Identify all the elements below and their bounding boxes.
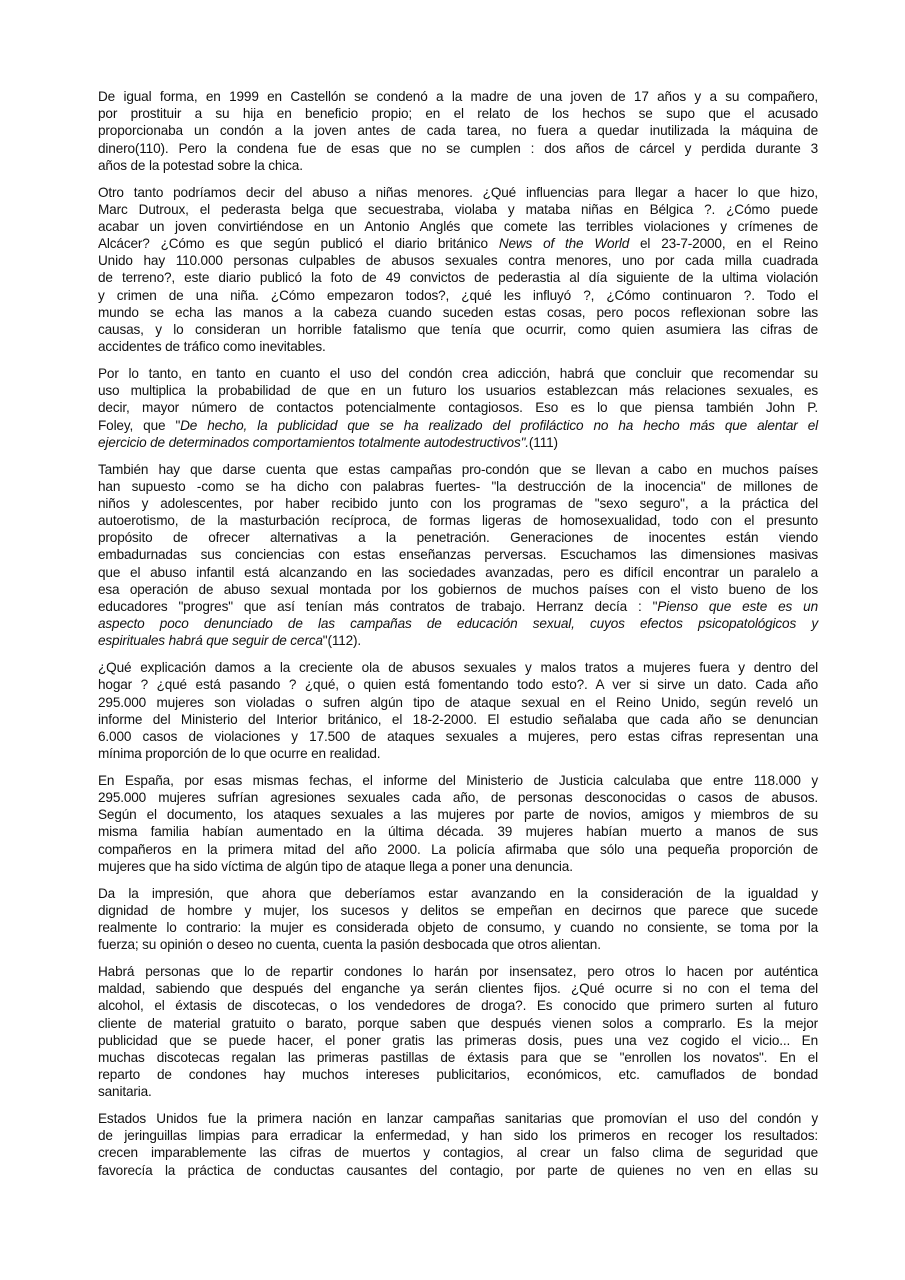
paragraph xyxy=(98,885,818,954)
text-segment: Estados Unidos fue la primera nación en lanzar campañas sanitarias que promovían el uso del condón y xyxy=(98,1111,818,1127)
paragraph xyxy=(98,1110,818,1179)
text-line xyxy=(98,789,818,806)
document-page xyxy=(98,88,818,1188)
text-line xyxy=(98,269,818,286)
text-segment: autoerotismo, de la masturbación recíproca, de formas ligeras de homosexualidad, todo con el presunto xyxy=(98,513,818,529)
text-segment: mundo se echa las manos a la cabeza cuando suceden estas cosas, pero pocos reflexionan sobre las xyxy=(98,304,818,320)
text-line xyxy=(98,184,818,201)
text-segment: misma familia habían aumentado en la última década. 39 mujeres habían muerto a manos de sus xyxy=(98,824,818,840)
paragraph xyxy=(98,659,818,762)
text-line xyxy=(98,495,818,512)
text-line xyxy=(98,122,818,139)
text-segment: Da la impresión, que ahora que deberíamos estar avanzando en la consideración de la igualdad y xyxy=(98,885,818,901)
paragraph xyxy=(98,963,818,1101)
text-line xyxy=(98,963,818,980)
text-line xyxy=(98,157,818,174)
text-segment: Foley, que " xyxy=(98,417,181,433)
text-segment: reparto de condones hay muchos intereses publicitarios, económicos, etc. camuflados de bondad xyxy=(98,1067,818,1083)
text-segment: Marc Dutroux, el pederasta belga que secuestraba, violaba y mataba niñas en Bélgica ?. ¿Cómo puede xyxy=(98,201,818,217)
italic-quote: ejercicio de determinados comportamientos totalmente autodestructivos". xyxy=(98,434,529,450)
text-segment: que el abuso infantil está alcanzando en las sociedades avanzadas, pero es difícil encontrar un paralelo a xyxy=(98,564,818,580)
text-segment: También hay que darse cuenta que estas campañas pro-condón que se llevan a cabo en muchos países xyxy=(98,461,818,477)
text-line xyxy=(98,581,818,598)
text-line xyxy=(98,858,818,875)
text-segment: Habrá personas que lo de repartir condones lo harán por insensatez, pero otros lo hacen por auténtica xyxy=(98,963,818,979)
text-segment: alcohol, el éxtasis de discotecas, o los vendedores de droga?. Es conocido que primero surten al futuro xyxy=(98,998,818,1014)
text-segment: decir, mayor número de contactos potencialmente contagiosos. Eso es lo que piensa también John P. xyxy=(98,400,818,416)
text-segment: 295.000 mujeres sufrían agresiones sexuales cada año, de personas desconocidas o casos de abusos. xyxy=(98,790,818,806)
text-segment: accidentes de tráfico como inevitables. xyxy=(98,339,326,355)
text-segment: Unido hay 110.000 personas culpables de abusos sexuales contra menores, uno por cada milla cuadrada xyxy=(98,253,818,269)
text-line xyxy=(98,711,818,728)
italic-quote: espirituales habrá que seguir de cerca xyxy=(98,633,323,649)
text-segment: embadurnadas sus conciencias con estas enseñanzas perversas. Escuchamos las dimensiones masivas xyxy=(98,547,818,563)
text-segment: hogar ? ¿qué está pasando ? ¿qué, o quien está fomentando todo esto?. A ver si sirve un dato. Cada año xyxy=(98,677,818,693)
text-line xyxy=(98,529,818,546)
italic-quote: aspecto poco denunciado de las campañas de educación sexual, cuyos efectos psicopatológicos y xyxy=(98,616,818,632)
text-segment: Según el documento, los ataques sexuales a las mujeres por parte de novios, amigos y miembros de su xyxy=(98,807,818,823)
text-segment: uso multiplica la probabilidad de que en un futuro los usuarios establezcan más relaciones sexuales, es xyxy=(98,383,818,399)
text-segment: Otro tanto podríamos decir del abuso a niñas menores. ¿Qué influencias para llegar a hacer lo que hizo, xyxy=(98,184,818,200)
text-line xyxy=(98,745,818,762)
text-line xyxy=(98,902,818,919)
text-segment: maldad, sabiendo que después del enganche ya serán clientes fijos. ¿Qué ocurre si no con el tema del xyxy=(98,981,818,997)
paragraph xyxy=(98,772,818,875)
text-line xyxy=(98,478,818,495)
text-segment: causas, y lo consideran un horrible fatalismo que tenía que ocurrir, como quien asumiera las cifras de xyxy=(98,322,818,338)
text-segment: niños y adolescentes, por haber recibido junto con los programas de "sexo seguro", a la práctica del xyxy=(98,495,818,511)
text-segment: fuerza; su opinión o deseo no cuenta, cuenta la pasión desbocada que otros alientan. xyxy=(98,937,601,953)
text-segment: compañeros en la primera mitad del año 2000. La policía afirmaba que sólo una pequeña proporción de xyxy=(98,841,818,857)
text-line xyxy=(98,1110,818,1127)
text-line xyxy=(98,885,818,902)
text-line xyxy=(98,694,818,711)
text-segment: realmente lo contrario: la mujer es considerada objeto de consumo, y cuando no consiente, se toma por la xyxy=(98,920,818,935)
text-line xyxy=(98,434,818,451)
paragraph xyxy=(98,461,818,650)
text-line xyxy=(98,399,818,416)
text-line xyxy=(98,546,818,563)
text-line xyxy=(98,919,818,936)
text-segment: crecen imparablemente las cifras de muertos y contagios, al crear un falso clima de seguridad que xyxy=(98,1145,818,1161)
text-line xyxy=(98,252,818,269)
italic-quote: Pienso que este es un xyxy=(657,599,818,615)
text-segment: dinero(110). Pero la condena fue de esas que no se cumplen : dos años de cárcel y perdida durante 3 xyxy=(98,140,818,156)
text-line xyxy=(98,1127,818,1144)
text-line xyxy=(98,1083,818,1100)
text-line xyxy=(98,1144,818,1161)
text-segment: dignidad de hombre y mujer, los sucesos y delitos se empeñan en decirnos que parece que sucede xyxy=(98,902,818,918)
paragraph xyxy=(98,88,818,174)
text-line xyxy=(98,564,818,581)
text-segment: sanitaria. xyxy=(98,1084,152,1100)
text-segment: han supuesto -como se ha dicho con palabras fuertes- "la destrucción de la inocencia" de millones de xyxy=(98,478,818,494)
text-line xyxy=(98,461,818,478)
text-line xyxy=(98,936,818,953)
text-line xyxy=(98,1049,818,1066)
text-line xyxy=(98,823,818,840)
text-line xyxy=(98,304,818,321)
text-line xyxy=(98,632,818,649)
text-segment: Alcácer? ¿Cómo es que según publicó el diario británico xyxy=(98,236,499,252)
text-segment: muchas discotecas regalan las primeras pastillas de éxtasis para que se "enrollen los novatos". En el xyxy=(98,1049,818,1065)
text-segment: 6.000 casos de violaciones y 17.500 de ataques sexuales a mujeres, pero estas cifras representan una xyxy=(98,728,818,744)
text-line xyxy=(98,321,818,338)
text-segment: informe del Ministerio del Interior británico, el 18-2-2000. El estudio señalaba que cada año se denuncian xyxy=(98,711,818,727)
text-segment: por prostituir a su hija en beneficio propio; en el relato de los hechos se supo que el acusado xyxy=(98,106,818,122)
italic-quote: News of the World xyxy=(498,236,630,252)
text-line xyxy=(98,287,818,304)
text-line xyxy=(98,235,818,252)
text-segment: favorecía la práctica de conductas causantes del contagio, por parte de quienes no ven en ellas su xyxy=(98,1162,818,1178)
text-line xyxy=(98,997,818,1014)
text-segment: "(112). xyxy=(322,633,362,649)
text-segment: el 23-7-2000, en el Reino xyxy=(629,236,818,252)
text-line xyxy=(98,338,818,355)
text-line xyxy=(98,417,818,434)
text-segment: esa operación de abuso sexual montada por los gobiernos de muchos países con el visto bueno de los xyxy=(98,581,818,597)
text-segment: proporcionaba un condón a la joven antes de cada tarea, no fuera a quedar inutilizada la máquina de xyxy=(98,123,818,139)
text-line xyxy=(98,218,818,235)
text-line xyxy=(98,1015,818,1032)
text-line xyxy=(98,806,818,823)
text-line xyxy=(98,365,818,382)
text-line xyxy=(98,1066,818,1083)
text-segment: 295.000 mujeres son violadas o sufren algún tipo de ataque sexual en el Reino Unido, según reveló un xyxy=(98,694,818,710)
text-line xyxy=(98,598,818,615)
italic-quote: De hecho, la publicidad que se ha realizado del profiláctico no ha hecho más que alentar el xyxy=(180,417,818,433)
text-segment: mujeres que ha sido víctima de algún tipo de ataque llega a poner una denuncia. xyxy=(98,858,573,874)
text-segment: En España, por esas mismas fechas, el informe del Ministerio de Justicia calculaba que entre 118.000 y xyxy=(98,772,818,788)
text-segment: y crimen de una niña. ¿Cómo empezaron todos?, ¿qué les influyó ?, ¿Cómo continuaron ?. Todo el xyxy=(98,287,818,303)
text-segment: años de la potestad sobre la chica. xyxy=(98,157,303,173)
text-line xyxy=(98,140,818,157)
text-segment: educadores "progres" que así tenían más contratos de trabajo. Herranz decía : " xyxy=(98,599,658,615)
text-line xyxy=(98,105,818,122)
text-line xyxy=(98,1162,818,1179)
text-line xyxy=(98,88,818,105)
text-line xyxy=(98,841,818,858)
text-segment: publicidad que se puede hacer, el poner gratis las primeras dosis, pues una vez cogido el vicio... En xyxy=(98,1032,818,1048)
text-line xyxy=(98,615,818,632)
text-segment: acabar un joven convirtiéndose en un Antonio Anglés que comete las terribles violaciones y crímenes de xyxy=(98,218,818,234)
paragraph xyxy=(98,365,818,451)
text-line xyxy=(98,659,818,676)
text-segment: de terreno?, este diario publicó la foto de 49 convictos de pederastia al día siguiente de la ultima violación xyxy=(98,270,818,286)
text-line xyxy=(98,1032,818,1049)
text-segment: De igual forma, en 1999 en Castellón se condenó a la madre de una joven de 17 años y a su compañero, xyxy=(98,89,818,104)
text-line xyxy=(98,382,818,399)
text-segment: Por lo tanto, en tanto en cuanto el uso del condón crea adicción, habrá que concluir que recomendar su xyxy=(98,366,818,381)
text-line xyxy=(98,512,818,529)
text-segment: mínima proporción de lo que ocurre en realidad. xyxy=(98,746,381,762)
text-segment: cliente de material gratuito o barato, porque saben que después vienen solos a comprarlo. Es la mejor xyxy=(98,1015,818,1031)
text-line xyxy=(98,676,818,693)
text-line xyxy=(98,772,818,789)
text-line xyxy=(98,201,818,218)
text-line xyxy=(98,728,818,745)
text-segment: de jeringuillas limpias para erradicar la enfermedad, y han sido los primeros en recoger los resultados: xyxy=(98,1128,818,1144)
text-segment: ¿Qué explicación damos a la creciente ola de abusos sexuales y malos tratos a mujeres fuera y dentro del xyxy=(98,660,818,676)
text-segment: (111) xyxy=(528,434,558,450)
text-line xyxy=(98,980,818,997)
text-segment: propósito de ofrecer alternativas a la penetración. Generaciones de inocentes están viendo xyxy=(98,530,818,546)
paragraph xyxy=(98,184,818,356)
